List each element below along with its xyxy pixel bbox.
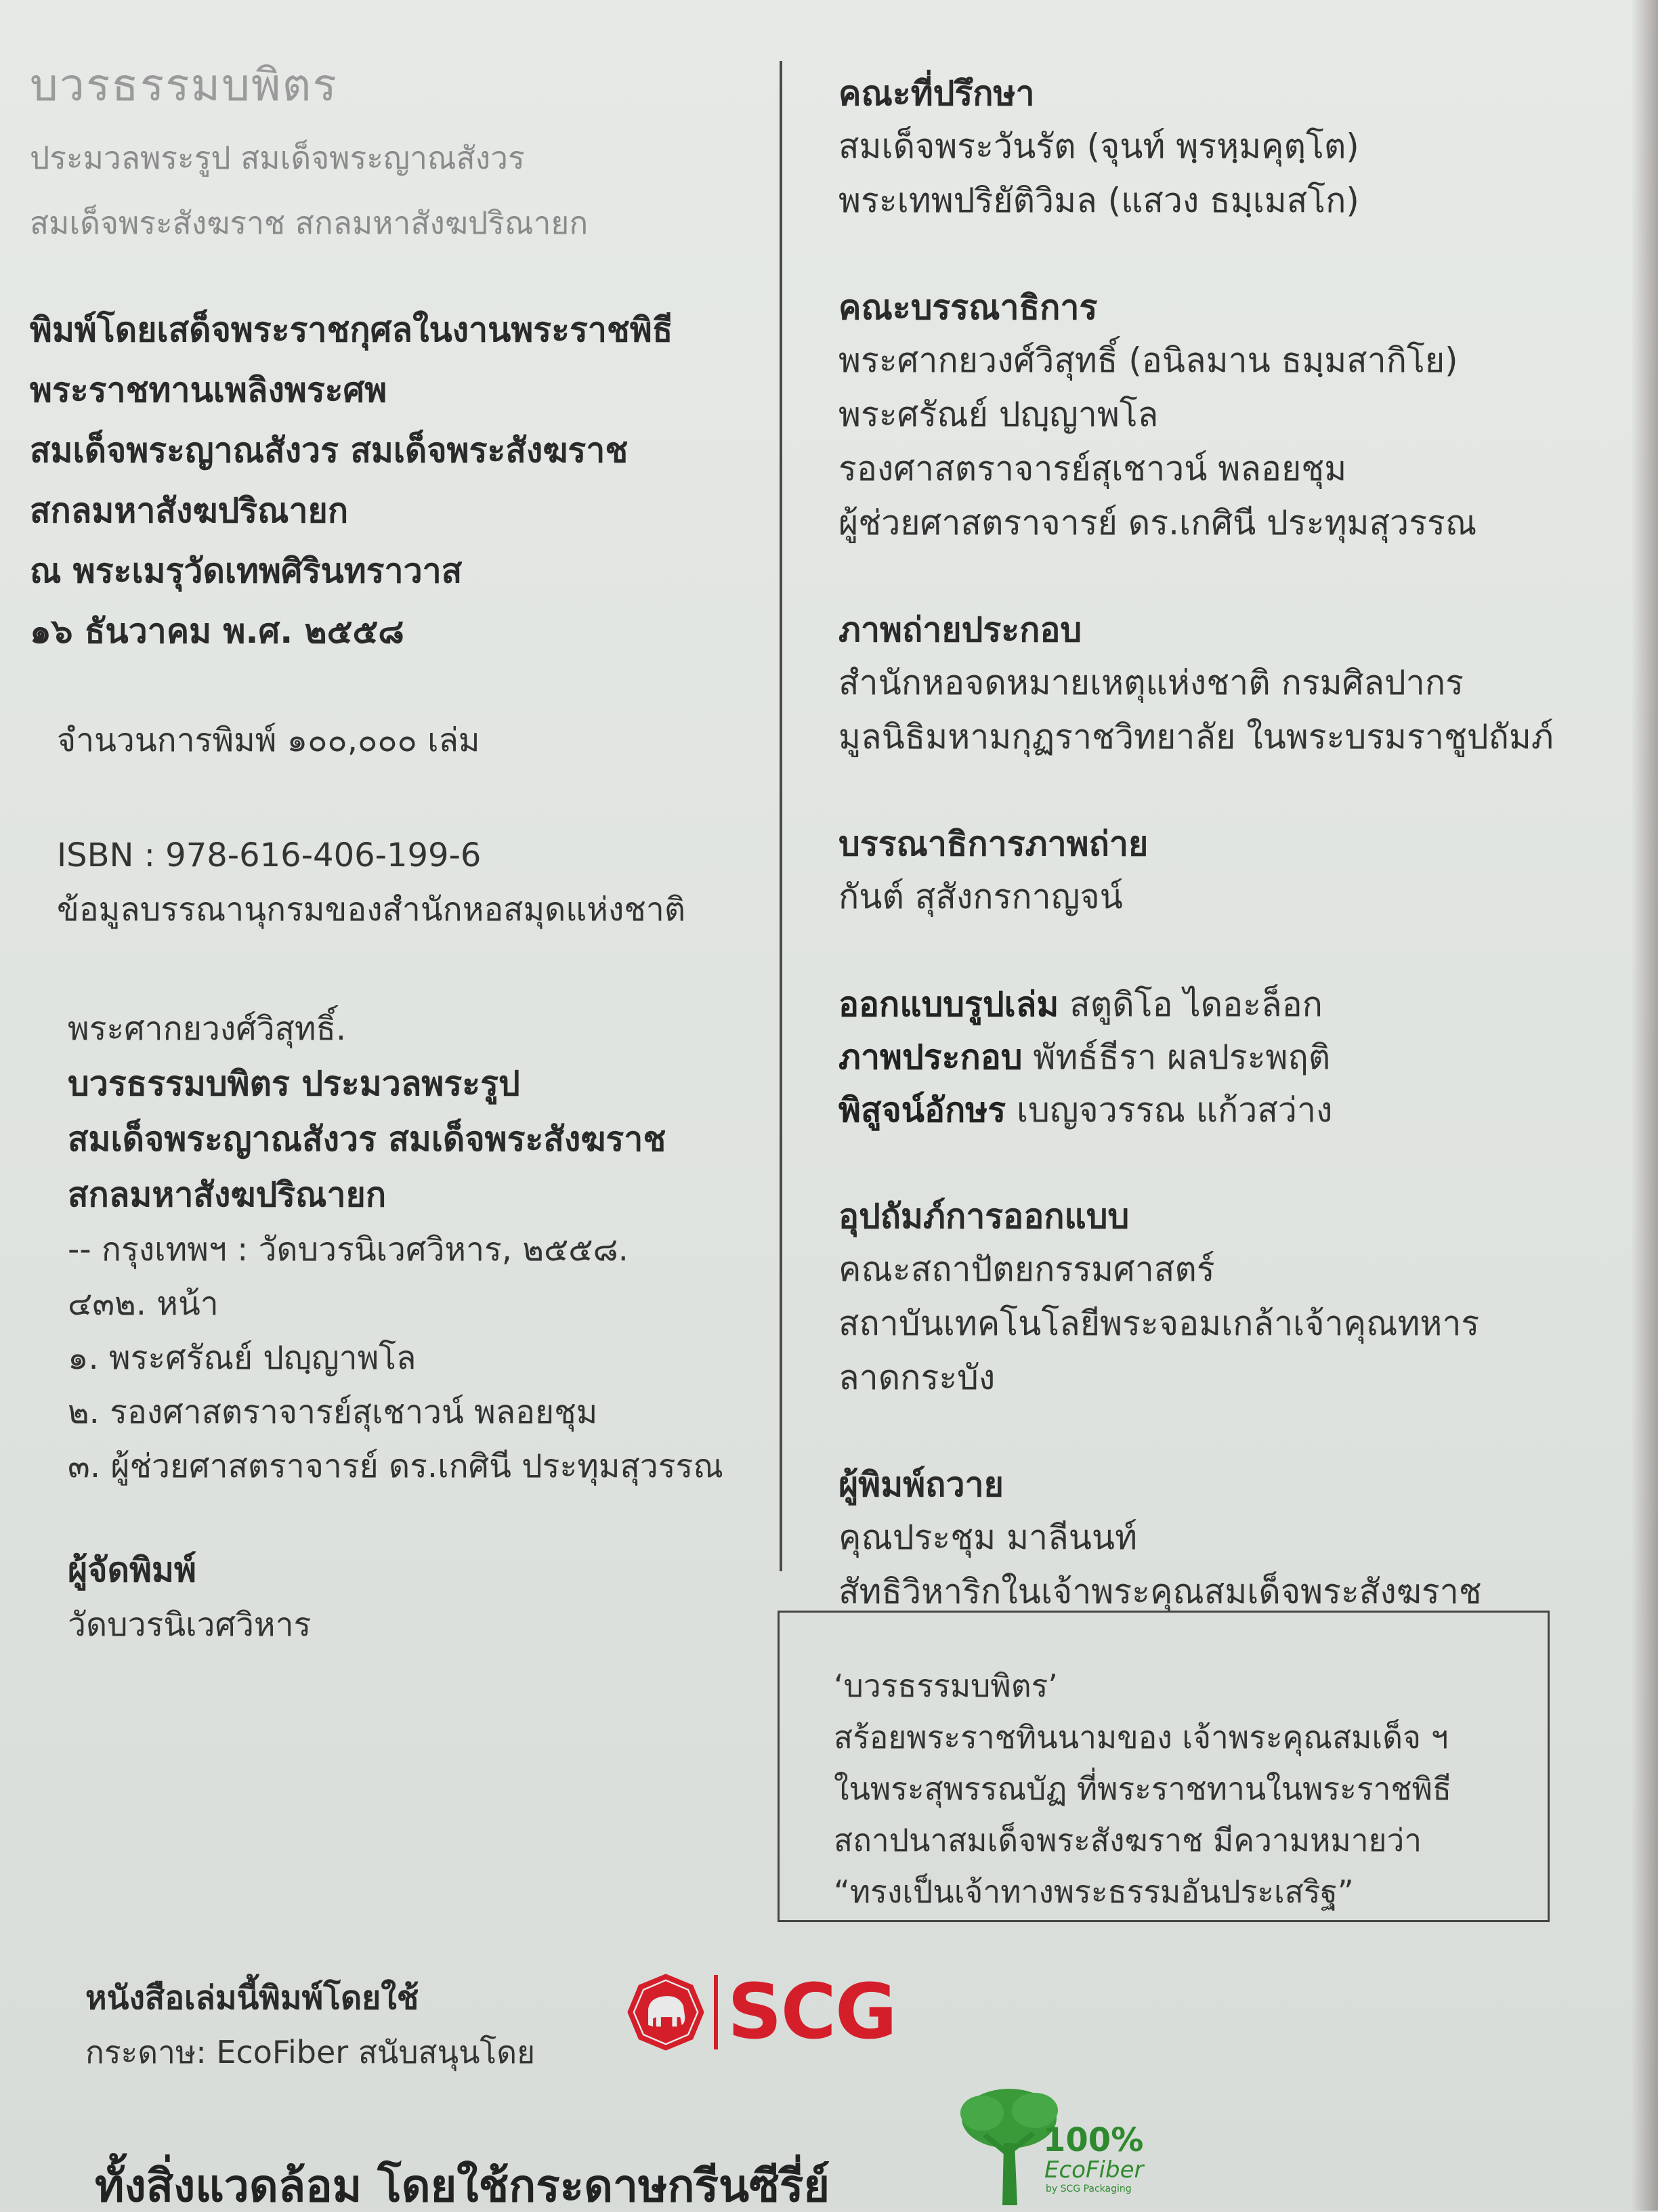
editor-name: รองศาสตราจารย์สุเชาวน์ พลอยชุม xyxy=(838,449,1347,488)
advisors-section xyxy=(838,68,1617,228)
isbn: ISBN : 978-616-406-199-6 xyxy=(57,836,482,874)
cip-heading: ข้อมูลบรรณานุกรมของสำนักหอสมุดแห่งชาติ xyxy=(57,890,686,929)
scg-logo xyxy=(626,1968,896,2056)
bib-author: พระศากยวงศ์วิสุทธิ์. xyxy=(68,1009,347,1048)
page-edge-shadow xyxy=(1631,0,1658,2211)
brand-title: บวรธรรมบพิตร xyxy=(30,59,338,111)
bib-detail: ๓. ผู้ช่วยศาสตราจารย์ ดร.เกศินี ประทุมสุวรรณ xyxy=(68,1447,723,1485)
sponsor-name: สถาบันเทคโนโลยีพระจอมเกล้าเจ้าคุณทหารลาดกระบัง xyxy=(838,1304,1480,1397)
credit-design-value: สตูดิโอ ไดอะล็อก xyxy=(1069,985,1323,1024)
paper-label: กระดาษ: EcoFiber สนับสนุนโดย xyxy=(85,2034,536,2070)
photos-section xyxy=(838,604,1617,764)
credit-design-label: ออกแบบรูปเล่ม xyxy=(838,985,1059,1024)
box-line: “ทรงเป็นเจ้าทางพระธรรมอันประเสริฐ” xyxy=(834,1873,1354,1910)
bib-title-line: สกลมหาสังฆปริณายก xyxy=(68,1174,387,1214)
isbn-block xyxy=(30,828,761,937)
donor-name: คุณประชุม มาลีนนท์ xyxy=(838,1518,1138,1557)
donor-name: สัทธิวิหาริกในเจ้าพระคุณสมเด็จพระสังฆราช xyxy=(838,1572,1482,1611)
donor-heading: ผู้พิมพ์ถวาย xyxy=(838,1465,1004,1504)
eco-by-line: by SCG Packaging xyxy=(1046,2184,1132,2194)
printed-for-line: สมเด็จพระญาณสังวร สมเด็จพระสังฆราช xyxy=(30,430,629,470)
editor-name: ผู้ช่วยศาสตราจารย์ ดร.เกศินี ประทุมสุวรรณ xyxy=(838,503,1477,543)
credit-illustration xyxy=(838,1031,1617,1084)
publisher-name: วัดบวรนิเวศวิหาร xyxy=(68,1605,312,1644)
credits-section xyxy=(838,978,1617,1136)
left-column xyxy=(30,61,761,1652)
printed-for-line: พระราชทานเพลิงพระศพ xyxy=(30,370,387,410)
bib-title-line: บวรธรรมบพิตร ประมวลพระรูป xyxy=(68,1063,520,1103)
printed-for-line: ๑๖ ธันวาคม พ.ศ. ๒๕๕๘ xyxy=(30,611,404,651)
editor-name: พระศรัณย์ ปญฺญาพโล xyxy=(838,395,1159,434)
printed-for-line: พิมพ์โดยเสด็จพระราชกุศลในงานพระราชพิธี xyxy=(30,310,673,349)
bib-detail: -- กรุงเทพฯ : วัดบวรนิเวศวิหาร, ๒๕๕๘. xyxy=(68,1230,629,1269)
advisor-name: สมเด็จพระวันรัต (จุนท์ พฺรหฺมคุตฺโต) xyxy=(838,127,1359,166)
credit-illustration-value: พัทธ์ธีรา ผลประพฤติ xyxy=(1033,1038,1331,1077)
printed-for-block xyxy=(30,300,761,662)
box-line: ในพระสุพรรณบัฏ ที่พระราชทานในพระราชพิธี xyxy=(834,1770,1452,1807)
cropped-bottom-line: ทั้งสิ่งแวดล้อม โดยใช้กระดาษกรีนซีรี่ย์ xyxy=(95,2160,830,2212)
photo-source: สำนักหอจดหมายเหตุแห่งชาติ กรมศิลปากร xyxy=(838,663,1464,702)
photo-editor-section xyxy=(838,818,1617,924)
scg-wordmark: SCG xyxy=(727,1968,896,2056)
sponsor-heading: อุปถัมภ์การออกแบบ xyxy=(838,1197,1130,1236)
sponsor-name: คณะสถาปัตยกรรมศาสตร์ xyxy=(838,1250,1215,1289)
photo-editor-heading: บรรณาธิการภาพถ่าย xyxy=(838,824,1149,864)
right-column xyxy=(838,68,1617,1673)
donor-section xyxy=(838,1459,1617,1619)
print-run: จำนวนการพิมพ์ ๑๐๐,๐๐๐ เล่ม xyxy=(57,721,480,759)
credit-illustration-label: ภาพประกอบ xyxy=(838,1038,1023,1077)
title-meaning-box xyxy=(778,1611,1550,1922)
brand-subtitle-1: ประมวลพระรูป สมเด็จพระญาณสังวร xyxy=(30,139,525,176)
eco-percent: 100% xyxy=(1043,2121,1144,2159)
bib-detail: ๑. พระศรัณย์ ปญฺญาพโล xyxy=(68,1338,417,1377)
box-line: สถาปนาสมเด็จพระสังฆราช มีความหมายว่า xyxy=(834,1822,1422,1858)
printed-for-line: ณ พระเมรุวัดเทพศิรินทราวาส xyxy=(30,551,463,591)
advisor-name: พระเทพปริยัติวิมล (แสวง ธมฺเมสโก) xyxy=(838,181,1359,220)
box-line: ‘บวรธรรมบพิตร’ xyxy=(834,1667,1058,1704)
column-divider xyxy=(780,61,782,1571)
bib-detail: ๔๓๒. หน้า xyxy=(68,1284,219,1323)
credit-design xyxy=(838,978,1617,1031)
paper-note xyxy=(85,1971,535,2079)
ecofiber-badge xyxy=(955,2081,1158,2209)
eco-wordmark: EcoFiber xyxy=(1044,2156,1144,2184)
scg-elephant-emblem-icon xyxy=(626,1972,706,2052)
box-line: สร้อยพระราชทินนามของ เจ้าพระคุณสมเด็จ ฯ xyxy=(834,1719,1449,1756)
credit-proofreading xyxy=(838,1084,1617,1136)
credit-proofreading-value: เบญจวรรณ แก้วสว่าง xyxy=(1016,1090,1333,1130)
brand-subtitle-2: สมเด็จพระสังฆราช สกลมหาสังฆปริณายก xyxy=(30,204,589,241)
editors-section xyxy=(838,282,1617,550)
credit-proofreading-label: พิสูจน์อักษร xyxy=(838,1090,1006,1130)
photo-editor-name: กันต์ สุสังกรกาญจน์ xyxy=(838,877,1123,916)
bibliography-block xyxy=(30,1002,761,1493)
publisher-block xyxy=(30,1542,761,1652)
publisher-heading: ผู้จัดพิมพ์ xyxy=(68,1550,196,1590)
editor-name: พระศากยวงศ์วิสุทธิ์ (อนิลมาน ธมฺมสากิโย) xyxy=(838,341,1458,380)
advisors-heading: คณะที่ปรึกษา xyxy=(838,74,1035,113)
sponsor-section xyxy=(838,1191,1617,1405)
bib-detail: ๒. รองศาสตราจารย์สุเชาวน์ พลอยชุม xyxy=(68,1392,598,1431)
printed-for-line: สกลมหาสังฆปริณายก xyxy=(30,490,349,530)
photos-heading: ภาพถ่ายประกอบ xyxy=(838,610,1082,650)
scg-divider-bar xyxy=(714,1975,718,2049)
editors-heading: คณะบรรณาธิการ xyxy=(838,288,1098,327)
photo-source: มูลนิธิมหามกุฏราชวิทยาลัย ในพระบรมราชูปถัมภ์ xyxy=(838,717,1554,757)
printed-with-label: หนังสือเล่มนี้พิมพ์โดยใช้ xyxy=(85,1979,419,2017)
bib-title-line: สมเด็จพระญาณสังวร สมเด็จพระสังฆราช xyxy=(68,1119,666,1159)
